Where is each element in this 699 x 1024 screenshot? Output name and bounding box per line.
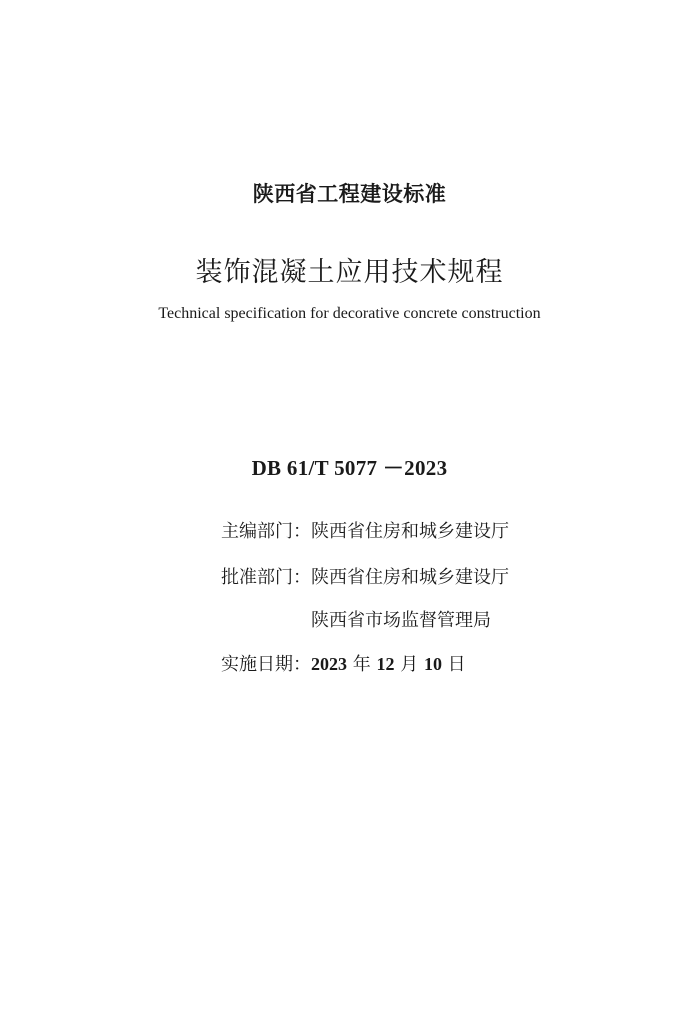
effective-date-label: 实施日期： [221,654,311,675]
editor-department-label: 主编部门： [221,521,311,542]
date-day-unit: 日 [447,654,466,675]
effective-date-row [0,650,699,678]
approval-department-label: 批准部门： [221,567,311,588]
standard-category: 陕西省工程建设标准 [252,182,447,206]
editor-department-value: 陕西省住房和城乡建设厅 [311,521,509,542]
document-title-chinese: 装饰混凝土应用技术规程 [195,257,504,288]
approval-department-value-2: 陕西省市场监督管理局 [311,610,491,631]
date-month-unit: 月 [400,654,419,675]
approval-department-row [0,563,699,591]
approval-department-row-2 [0,606,699,634]
date-year: 2023 [311,654,347,674]
date-year-unit: 年 [352,654,371,675]
date-day: 10 [423,654,442,674]
approval-department-value-1: 陕西省住房和城乡建设厅 [311,567,509,588]
standard-code: DB 61/T 5077 －2023 [251,456,448,480]
editor-department-row [0,517,699,545]
document-title-english: Technical specification for decorative concrete construction [158,305,541,322]
date-month: 12 [376,654,395,674]
effective-date-value [311,650,466,676]
